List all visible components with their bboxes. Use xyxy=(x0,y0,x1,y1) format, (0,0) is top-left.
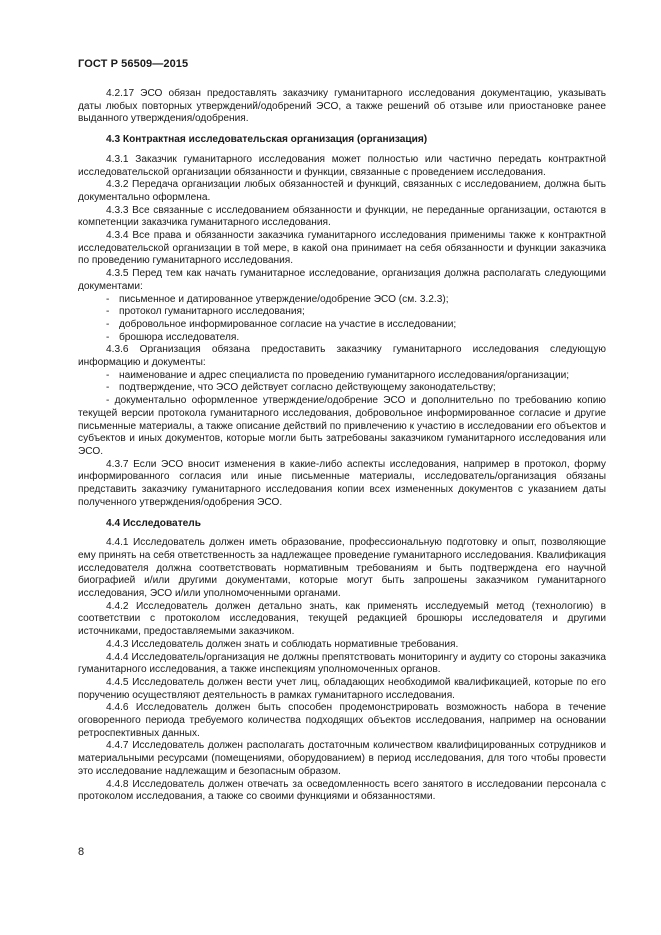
paragraph: 4.3.7 Если ЭСО вносит изменения в какие-либо аспекты исследования, например в протокол, форму информированного согласия или иные письменные материалы, исследователь/организация обязаны представить заказчику гуманитарного исследования копии всех измененных документов с указанием даты полученного утверждения/одобрения ЭСО. xyxy=(78,458,606,508)
list-item xyxy=(78,294,606,307)
paragraph: 4.3.2 Передача организации любых обязанностей и функций, связанных с исследованием, должна быть документально оформлена. xyxy=(78,179,606,203)
list-item-text: брошюра исследователя. xyxy=(119,331,240,343)
section-heading: 4.4 Исследователь xyxy=(106,517,201,529)
list-item-text: подтверждение, что ЭСО действует согласно действующему законодательству; xyxy=(119,382,496,394)
list-item-text: письменное и датированное утверждение/одобрение ЭСО (см. 3.2.3); xyxy=(119,293,449,305)
list-dash: - xyxy=(106,318,110,330)
paragraph: 4.3.6 Организация обязана предоставить заказчику гуманитарного исследования следующую информацию и документы: xyxy=(78,344,606,369)
list-item xyxy=(78,319,606,332)
list-item-text: протокол гуманитарного исследования; xyxy=(119,306,305,318)
list-item xyxy=(78,382,606,395)
paragraph: 4.4.2 Исследователь должен детально знать, как применять исследуемый метод (технологию) в соответствии с протоколом исследования, текущей редакцией брошюры исследователя и другими источниками, предоставляемыми заказчиком. xyxy=(78,600,606,638)
list-item xyxy=(78,370,606,383)
list-dash: - xyxy=(106,331,110,343)
list-item-text: добровольное информированное согласие на участие в исследовании; xyxy=(119,318,457,330)
paragraph: 4.4.8 Исследователь должен отвечать за осведомленность всего занятого в исследовании персонала с протоколом исследования, а также со своими функциями и обязанностями. xyxy=(78,778,606,803)
paragraph: 4.3.3 Все связанные с исследованием обязанности и функции, не переданные организации, остаются в компетенции заказчика гуманитарного исследования. xyxy=(78,204,606,229)
list-item xyxy=(78,332,606,345)
section-heading: 4.3 Контрактная исследовательская организация (организация) xyxy=(106,134,428,146)
list-dash: - xyxy=(106,306,110,318)
list-item xyxy=(78,306,606,319)
paragraph: 4.4.5 Исследователь должен вести учет лиц, обладающих необходимой квалификацией, которые по его поручению осуществляют деятельность в рамках гуманитарного исследования. xyxy=(78,676,606,701)
paragraph: 4.4.1 Исследователь должен иметь образование, профессиональную подготовку и опыт, позволяющие ему принять на себя ответственность за надлежащее проведение гуманитарного исследования. Квалификация исследователя должна соответствовать нормативным требованиям и быть подтверждена его научной биографией и/или другими документами, которые могут быть запрошены заказчиком гуманитарного исследования, ЭСО и/или уполномоченными органами. xyxy=(78,537,606,600)
list-dash: - xyxy=(106,382,110,394)
page-number: 8 xyxy=(78,846,85,858)
list-dash: - xyxy=(106,293,110,305)
paragraph: 4.2.17 ЭСО обязан предоставлять заказчику гуманитарного исследования документацию, указывать даты любых повторных утверждений/одобрений ЭСО, а также решений об отзыве или приостановке ранее выданного утверждения/одобрения. xyxy=(78,88,606,125)
document-body xyxy=(78,88,606,804)
paragraph: 4.4.4 Исследователь/организация не должны препятствовать мониторингу и аудиту со стороны заказчика гуманитарного исследования, а также инспекциям уполномоченных органов. xyxy=(78,651,606,676)
paragraph: 4.3.5 Перед тем как начать гуманитарное исследование, организация должна располагать следующими документами: xyxy=(78,268,606,292)
paragraph: 4.4.7 Исследователь должен располагать достаточным количеством квалифицированных сотрудников и материальными ресурсами (помещениями, оборудованием) в период исследования, для того чтобы провести это исследование надлежащим и безопасным образом. xyxy=(78,740,606,777)
paragraph: 4.3.4 Все права и обязанности заказчика гуманитарного исследования применимы также к контрактной исследовательской организации в той мере, в какой она принимает на себя обязанности и функции заказчика по проведению гуманитарного исследования. xyxy=(78,230,606,267)
document-header: ГОСТ Р 56509—2015 xyxy=(78,58,189,70)
paragraph: 4.4.3 Исследователь должен знать и соблюдать нормативные требования. xyxy=(106,638,459,650)
list-dash: - xyxy=(106,369,110,381)
paragraph: 4.3.1 Заказчик гуманитарного исследования может полностью или частично передать контрактной исследовательской организации обязанности и функции, связанные с проведением исследования. xyxy=(78,153,606,178)
paragraph: - документально оформленное утверждение/одобрение ЭСО и дополнительно по требованию копию текущей версии протокола гуманитарного исследования, добровольное информированное согласие и другие письменные материалы, а также описание действий по привлечению к участию в исследовании его объектов и субъектов и иных документов, которые могли быть затребованы заказчиком гуманитарного исследования или ЭСО. xyxy=(78,395,606,457)
list-item-text: наименование и адрес специалиста по проведению гуманитарного исследования/организации; xyxy=(119,369,570,381)
paragraph: 4.4.6 Исследователь должен быть способен продемонстрировать возможность набора в течение оговоренного периода требуемого количества подходящих объектов исследования, например на основании ретроспективных данных. xyxy=(78,702,606,739)
